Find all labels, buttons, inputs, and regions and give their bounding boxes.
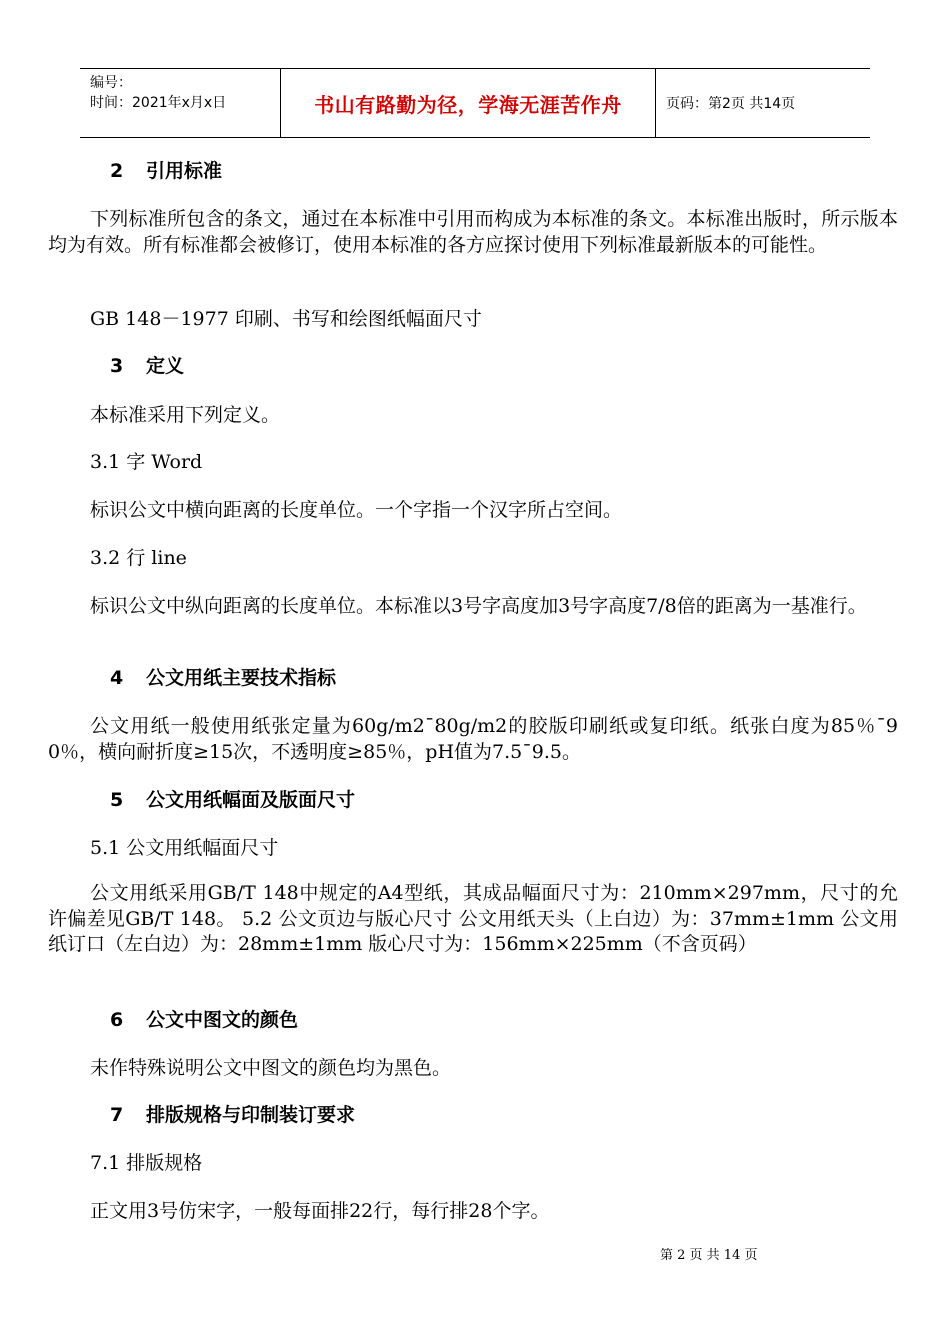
section-7-1-text: 正文用3号仿宋字，一般每面排22行，每行排28个字。	[90, 1200, 550, 1222]
header-page-info: 页码：第2页 共14页	[666, 96, 796, 112]
section-3-number: 3	[110, 355, 124, 377]
section-2-number: 2	[110, 160, 124, 182]
section-7-number: 7	[110, 1104, 124, 1126]
section-4-number: 4	[110, 667, 124, 689]
section-3-heading	[110, 352, 950, 381]
section-5-heading	[110, 786, 950, 815]
document-number-label: 编号：	[90, 75, 132, 91]
section-2-title: 引用标准	[146, 160, 223, 182]
section-3-title: 定义	[146, 355, 185, 377]
section-6-text: 未作特殊说明公文中图文的颜色均为黑色。	[90, 1057, 452, 1079]
section-5-title: 公文用纸幅面及版面尺寸	[146, 789, 356, 811]
section-6-number: 6	[110, 1009, 124, 1031]
section-3-1-title: 3.1 字 Word	[90, 451, 203, 473]
section-7-title: 排版规格与印制装订要求	[146, 1104, 356, 1126]
document-date-label: 时间：2021年x月x日	[90, 95, 227, 111]
header-motto: 书山有路勤为径，学海无涯苦作舟	[280, 69, 656, 137]
section-3-2-paragraph: 标识公文中纵向距离的长度单位。本标准以3号字高度加3号字高度7/8倍的距离为一基准行。	[90, 595, 867, 617]
section-4-paragraph: 公文用纸一般使用纸张定量为60g/m2¯80g/m2的胶版印刷纸或复印纸。纸张白度为85％¯90％，横向耐折度≥15次，不透明度≥85％，pH值为7.5¯9.5。	[48, 715, 898, 763]
section-2-paragraph: 下列标准所包含的条文，通过在本标准中引用而构成为本标准的条文。本标准出版时，所示版本均为有效。所有标准都会被修订，使用本标准的各方应探讨使用下列标准最新版本的可能性。	[48, 208, 898, 256]
section-7-heading	[110, 1101, 950, 1130]
section-2-heading	[110, 157, 950, 186]
section-3-2-title: 3.2 行 line	[90, 547, 187, 569]
section-4-heading	[110, 664, 950, 693]
section-6-heading	[110, 1006, 950, 1035]
page-header	[80, 68, 870, 138]
section-2-reference: GB 148－1977 印刷、书写和绘图纸幅面尺寸	[90, 308, 482, 330]
section-6-title: 公文中图文的颜色	[146, 1009, 299, 1031]
section-4-title: 公文用纸主要技术指标	[146, 667, 337, 689]
section-7-1-title: 7.1 排版规格	[90, 1152, 203, 1174]
header-meta	[80, 69, 280, 137]
section-3-intro: 本标准采用下列定义。	[90, 404, 281, 426]
section-5-number: 5	[110, 789, 124, 811]
page-footer: 第 2 页 共 14 页	[660, 1248, 758, 1263]
section-5-1-title: 5.1 公文用纸幅面尺寸	[90, 837, 279, 859]
section-5-1-paragraph: 公文用纸采用GB/T 148中规定的A4型纸，其成品幅面尺寸为：210mm×297mm，尺寸的允许偏差见GB/T 148。 5.2 公文页边与版心尺寸 公文用纸天头（上白边）为：37mm±1mm 公文用纸订口（左白边）为：28mm±1mm 版心尺寸为：156mm×225mm（不含页码）	[48, 882, 898, 955]
section-3-1-text: 标识公文中横向距离的长度单位。一个字指一个汉字所占空间。	[90, 499, 623, 521]
